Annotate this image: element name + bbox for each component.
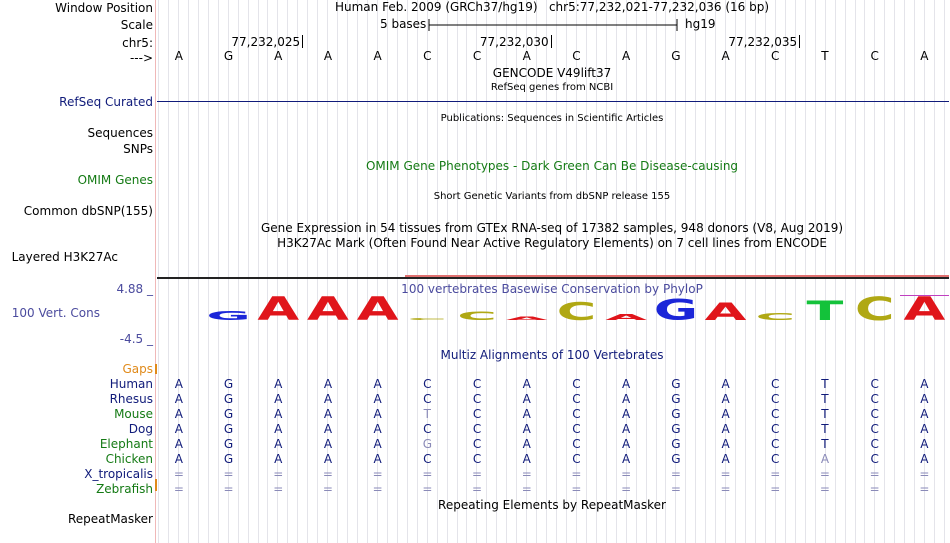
conservation-letter: C [407,317,448,321]
reference-base[interactable]: A [323,49,333,63]
alignment-base: C [771,437,780,451]
alignment-base: = [670,467,681,481]
alignment-base: A [721,437,730,451]
alignment-base: C [771,392,780,406]
species-label[interactable]: Rhesus [109,392,153,406]
conservation-letter: A [505,315,548,322]
alignment-base: T [821,437,829,451]
alignment-base: A [174,377,183,391]
refseq-track-subtitle[interactable]: RefSeq genes from NCBI [490,82,614,93]
alignment-base: A [721,392,730,406]
alignment-base: A [920,452,929,466]
alignment-base: = [372,482,383,496]
reference-base[interactable]: G [671,49,681,63]
conservation-letter: C [755,311,796,323]
alignment-base: C [771,407,780,421]
alignment-base: = [223,467,234,481]
alignment-base: = [322,467,333,481]
position-info: Human Feb. 2009 (GRCh37/hg19) chr5:77,232,021-77,232,036 (16 bp) [334,0,770,14]
alignment-base: C [572,437,581,451]
alignment-base: = [173,467,184,481]
conservation-letter: C [457,309,497,323]
label-common-dbsnp[interactable]: Common dbSNP(155) [23,204,153,218]
alignment-base: C [572,422,581,436]
alignment-marker [155,479,157,491]
alignment-base: = [223,482,234,496]
alignment-base: = [720,467,731,481]
alignment-base: C [423,422,432,436]
alignment-base: A [522,422,531,436]
alignment-base: = [919,482,930,496]
alignment-base: A [920,377,929,391]
alignment-base: A [920,392,929,406]
alignment-base: C [771,452,780,466]
alignment-base: = [770,467,781,481]
conservation-letter: A [257,291,300,328]
alignment-base: A [274,422,283,436]
alignment-base: G [671,377,681,391]
alignment-base: A [174,452,183,466]
alignment-base: A [920,422,929,436]
coordinate-tick-label: 77,232,025 [231,35,301,49]
alignment-base: A [373,392,382,406]
alignment-base: C [572,407,581,421]
alignment-base: A [274,392,283,406]
alignment-base: = [521,482,532,496]
scale-assembly: hg19 [685,17,716,31]
alignment-base: G [223,392,234,406]
phylop-max-value: 4.88 _ [116,282,153,296]
label-strand-arrow[interactable]: ---> [129,51,153,65]
alignment-base: C [870,407,879,421]
alignment-base: A [522,407,531,421]
label-sequences[interactable]: Sequences [87,126,153,140]
alignment-base: = [273,482,284,496]
gencode-track-title[interactable]: GENCODE V49lift37 [492,66,612,80]
alignment-base: G [671,392,681,406]
dbsnp-track-title[interactable]: Short Genetic Variants from dbSNP release 155 [433,191,671,202]
alignment-base: C [870,422,879,436]
alignment-base: C [472,422,482,436]
alignment-base: T [821,407,829,421]
label-layered-h3k27ac[interactable]: Layered H3K27Ac [11,250,118,264]
alignment-base: A [174,392,183,406]
h3k27ac-track-title[interactable]: H3K27Ac Mark (Often Found Near Active Regulatory Elements) on 7 cell lines from ENCODE [277,236,827,250]
reference-base[interactable]: A [721,49,730,63]
multiz-track-title[interactable]: Multiz Alignments of 100 Vertebrates [440,348,664,362]
conservation-letter: A [307,291,349,328]
alignment-base: = [521,467,532,481]
alignment-base: C [572,392,581,406]
alignment-base: A [920,437,929,451]
alignment-base: A [323,407,333,421]
reference-base[interactable]: A [373,49,382,63]
alignment-base: = [322,482,333,496]
alignment-base: A [622,392,631,406]
alignment-base: = [770,482,781,496]
alignment-base: = [571,482,582,496]
reference-base[interactable]: C [472,49,482,63]
alignment-base: A [920,407,929,421]
alignment-base: = [372,467,383,481]
alignment-base: G [223,437,234,451]
alignment-base: G [422,437,432,451]
alignment-base: A [721,422,730,436]
alignment-base: G [223,452,234,466]
alignment-base: C [472,407,482,421]
gtex-track-title[interactable]: Gene Expression in 54 tissues from GTEx RNA-seq of 17382 samples, 948 donors (V8, Aug 2019) [260,221,844,235]
label-refseq-curated[interactable]: RefSeq Curated [59,95,153,109]
species-label[interactable]: Elephant [99,437,153,451]
reference-base[interactable]: A [522,49,531,63]
alignment-base: A [274,437,283,451]
alignment-base: G [671,407,681,421]
alignment-base: C [472,437,482,451]
reference-base[interactable]: C [423,49,432,63]
alignment-base: A [373,452,382,466]
species-label[interactable]: Human [109,377,153,391]
label-repeatmasker[interactable]: RepeatMasker [67,512,153,526]
alignment-base: A [522,452,531,466]
publications-track-title[interactable]: Publications: Sequences in Scientific Articles [440,113,664,124]
species-label[interactable]: Zebrafish [96,482,153,496]
species-label[interactable]: Chicken [105,452,153,466]
alignment-base: A [622,377,631,391]
alignment-base: = [472,482,483,496]
reference-base[interactable]: C [572,49,581,63]
reference-base[interactable]: G [223,49,234,63]
alignment-base: = [819,482,830,496]
reference-base[interactable]: C [870,49,879,63]
alignment-base: C [423,392,432,406]
conservation-letter: A [704,297,747,326]
omim-track-title[interactable]: OMIM Gene Phenotypes - Dark Green Can Be Disease-causing [365,159,739,173]
alignment-base: A [274,377,283,391]
alignment-base: A [373,407,382,421]
alignment-base: A [820,452,830,466]
reference-base[interactable]: A [920,49,929,63]
alignment-base: C [870,392,879,406]
alignment-base: A [174,437,183,451]
alignment-base: C [572,452,581,466]
alignment-base: A [622,437,631,451]
alignment-base: A [373,377,382,391]
alignment-base: C [472,377,482,391]
alignment-base: A [174,407,183,421]
alignment-base: C [870,452,879,466]
alignment-base: G [223,377,234,391]
label-chromosome[interactable]: chr5: [122,36,153,50]
alignment-base: = [819,467,830,481]
alignment-base: C [870,377,879,391]
alignment-base: A [274,407,283,421]
alignment-base: = [422,467,433,481]
conservation-letter: G [206,309,251,324]
alignment-base: C [423,377,432,391]
label-scale[interactable]: Scale [120,18,153,32]
alignment-base: A [323,452,333,466]
alignment-base: A [174,422,183,436]
alignment-base: = [720,482,731,496]
reference-base[interactable]: C [771,49,780,63]
alignment-base: A [522,437,531,451]
alignment-base: G [223,422,234,436]
reference-base[interactable]: T [821,49,829,63]
conservation-letter: G [653,294,699,328]
alignment-base: A [721,452,730,466]
label-window-position[interactable]: Window Position [55,1,153,15]
alignment-base: = [273,467,284,481]
alignment-base: A [323,392,333,406]
alignment-base: = [670,482,681,496]
alignment-base: T [821,392,829,406]
alignment-base: = [869,467,880,481]
phylop-min-value: -4.5 _ [119,332,153,346]
alignment-base: G [671,422,681,436]
alignment-base: A [622,452,631,466]
alignment-base: A [323,377,333,391]
reference-base[interactable]: A [622,49,631,63]
alignment-base: = [422,482,433,496]
alignment-base: = [919,467,930,481]
alignment-base: A [323,437,333,451]
phylop-track-title[interactable]: 100 vertebrates Basewise Conservation by PhyloP [401,282,703,296]
alignment-base: C [423,452,432,466]
conservation-letter: A [903,291,946,328]
alignment-base: = [472,467,483,481]
species-label[interactable]: Mouse [114,407,153,421]
alignment-base: G [671,452,681,466]
alignment-base: = [621,467,632,481]
alignment-base: C [472,392,482,406]
alignment-base: A [274,452,283,466]
alignment-base: C [472,452,482,466]
alignment-base: C [771,422,780,436]
coordinate-tick-label: 77,232,030 [479,35,549,49]
gaps-marker [155,364,157,374]
label-omim-genes[interactable]: OMIM Genes [77,173,153,187]
label-100-vert-cons[interactable]: 100 Vert. Cons [11,306,100,320]
reference-base[interactable]: A [174,49,183,63]
conservation-letter: T [806,296,844,327]
alignment-base: A [373,422,382,436]
alignment-base: C [572,377,581,391]
alignment-base: A [522,377,531,391]
alignment-base: T [821,422,829,436]
alignment-base: A [373,437,382,451]
alignment-base: A [721,377,730,391]
repeatmasker-track-title[interactable]: Repeating Elements by RepeatMasker [438,498,666,512]
alignment-base: = [869,482,880,496]
alignment-base: = [621,482,632,496]
conservation-letter: A [356,291,399,328]
alignment-base: = [571,467,582,481]
alignment-base: A [622,422,631,436]
alignment-base: = [173,482,184,496]
species-label[interactable]: Dog [128,422,153,436]
conservation-letter: A [605,312,648,323]
alignment-base: T [423,407,432,421]
alignment-base: A [323,422,333,436]
alignment-base: G [223,407,234,421]
conservation-letter: C [556,296,597,326]
label-gaps[interactable]: Gaps [122,362,153,376]
alignment-base: C [870,437,879,451]
species-label[interactable]: X_tropicalis [84,467,153,481]
label-snps[interactable]: SNPs [123,142,153,156]
scale-bar-label: 5 bases [380,17,427,31]
conservation-letter: C [854,291,895,328]
alignment-base: A [622,407,631,421]
alignment-base: G [671,437,681,451]
alignment-base: T [821,377,829,391]
alignment-base: A [522,392,531,406]
alignment-base: C [771,377,780,391]
alignment-base: A [721,407,730,421]
coordinate-tick-label: 77,232,035 [728,35,798,49]
reference-base[interactable]: A [274,49,283,63]
